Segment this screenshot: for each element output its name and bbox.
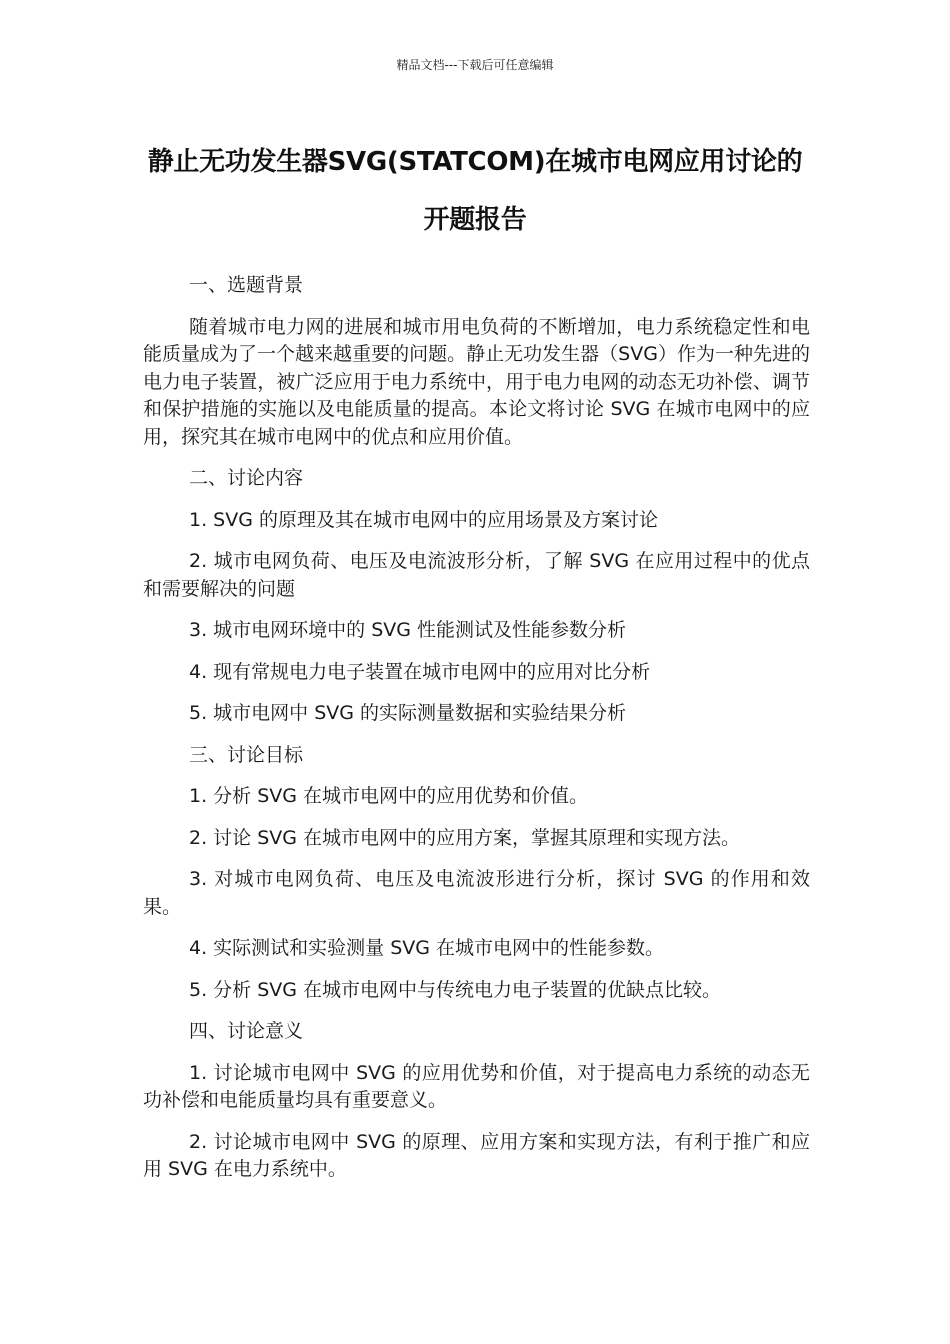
significance-item: 2. 讨论城市电网中 SVG 的原理、应用方案和实现方法，有利于推广和应用 SVG 在电力系统中。: [143, 1130, 810, 1180]
goal-item: 1. 分析 SVG 在城市电网中的应用优势和价值。: [189, 785, 589, 807]
goal-item: 2. 讨论 SVG 在城市电网中的应用方案，掌握其原理和实现方法。: [189, 826, 741, 849]
significance-item: 1. 讨论城市电网中 SVG 的应用优势和价值，对于提高电力系统的动态无功补偿和电能质量均具有重要意义。: [143, 1061, 810, 1111]
header-note: 精品文档---下载后可任意编辑: [396, 58, 554, 72]
section-heading-background: 一、选题背景: [189, 274, 304, 296]
section-heading-goals: 三、讨论目标: [189, 743, 304, 766]
content-item: 5. 城市电网中 SVG 的实际测量数据和实验结果分析: [189, 702, 627, 724]
content-item: 4. 现有常规电力电子装置在城市电网中的应用对比分析: [189, 660, 651, 683]
section-heading-content: 二、讨论内容: [189, 467, 304, 489]
document-body: [143, 272, 810, 1198]
goal-item: 3. 对城市电网负荷、电压及电流波形进行分析，探讨 SVG 的作用和效果。: [143, 868, 810, 918]
document-title: 静止无功发生器SVG(STATCOM)在城市电网应用讨论的开题报告: [147, 147, 803, 235]
background-paragraph: 随着城市电力网的进展和城市用电负荷的不断增加，电力系统稳定性和电能质量成为了一个越来越重要的问题。静止无功发生器（SVG）作为一种先进的电力电子装置，被广泛应用于电力系统中，用于电力电网的动态无功补偿、调节和保护措施的实施以及电能质量的提高。本论文将讨论 SVG 在城市电网中的应用，探究其在城市电网中的优点和应用价值。: [143, 315, 810, 448]
content-item: 3. 城市电网环境中的 SVG 性能测试及性能参数分析: [189, 619, 627, 641]
content-item: 1. SVG 的原理及其在城市电网中的应用场景及方案讨论: [189, 508, 658, 531]
section-heading-significance: 四、讨论意义: [189, 1020, 304, 1042]
goal-item: 5. 分析 SVG 在城市电网中与传统电力电子装置的优缺点比较。: [189, 978, 722, 1001]
goal-item: 4. 实际测试和实验测量 SVG 在城市电网中的性能参数。: [189, 937, 665, 959]
content-item: 2. 城市电网负荷、电压及电流波形分析，了解 SVG 在应用过程中的优点和需要解决的问题: [143, 550, 810, 600]
